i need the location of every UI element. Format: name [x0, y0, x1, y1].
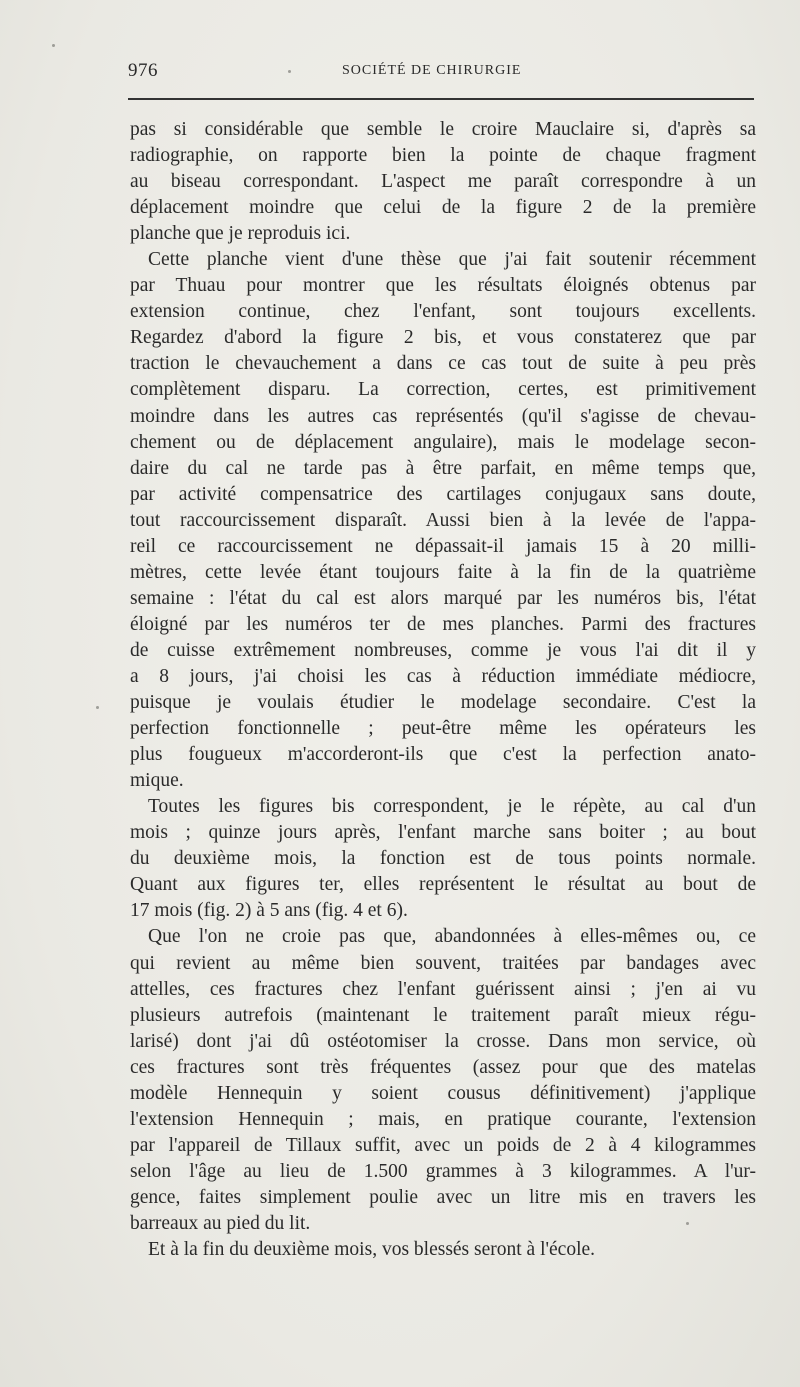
text-line: daire du cal ne tarde pas à être parfait, en même temps que, — [130, 457, 756, 479]
text-line: perfection fonctionnelle ; peut-être même les opérateurs les — [130, 718, 756, 740]
text-line: selon l'âge au lieu de 1.500 grammes à 3 kilogrammes. A l'ur- — [130, 1160, 756, 1182]
text-line: larisé) dont j'ai dû ostéotomiser la crosse. Dans mon service, où — [130, 1030, 756, 1052]
paper-speck — [52, 44, 55, 47]
text-line: reil ce raccourcissement ne dépassait-il jamais 15 à 20 milli- — [130, 535, 756, 557]
text-line: mois ; quinze jours après, l'enfant marche sans boiter ; au bout — [130, 822, 756, 844]
text-line: Et à la fin du deuxième mois, vos blessés seront à l'école. — [148, 1239, 596, 1261]
text-line: plusieurs autrefois (maintenant le traitement paraît mieux régu- — [130, 1004, 756, 1026]
paper-speck — [686, 1222, 689, 1225]
text-line: 17 mois (fig. 2) à 5 ans (fig. 4 et 6). — [130, 900, 408, 922]
header-rule — [128, 98, 754, 100]
text-line: puisque je voulais étudier le modelage secondaire. C'est la — [130, 692, 756, 714]
text-line: l'extension Hennequin ; mais, en pratique courante, l'extension — [130, 1108, 756, 1130]
text-line: complètement disparu. La correction, certes, est primitivement — [130, 379, 756, 401]
text-line: Cette planche vient d'une thèse que j'ai fait soutenir récemment — [148, 249, 756, 271]
body-text — [130, 117, 756, 1263]
text-line: Que l'on ne croie pas que, abandonnées à elles-mêmes ou, ce — [148, 926, 756, 948]
text-line: au biseau correspondant. L'aspect me paraît correspondre à un — [130, 171, 756, 193]
text-line: gence, faites simplement poulie avec un litre mis en travers les — [130, 1186, 756, 1208]
text-line: attelles, ces fractures chez l'enfant guérissent ainsi ; j'en ai vu — [130, 978, 756, 1000]
text-line: mètres, cette levée étant toujours faite à la fin de la quatrième — [130, 561, 756, 583]
text-line: tout raccourcissement disparaît. Aussi bien à la levée de l'appa- — [130, 509, 756, 531]
text-line: par Thuau pour montrer que les résultats éloignés obtenus par — [130, 275, 756, 297]
page-number: 976 — [128, 60, 158, 81]
text-line: par l'appareil de Tillaux suffit, avec un poids de 2 à 4 kilogrammes — [130, 1134, 756, 1156]
paper-speck — [96, 706, 99, 709]
text-line: pas si considérable que semble le croire Mauclaire si, d'après sa — [130, 119, 756, 140]
text-line: du deuxième mois, la fonction est de tous points normale. — [130, 848, 756, 870]
text-line: Regardez d'abord la figure 2 bis, et vous constaterez que par — [130, 327, 756, 349]
text-line: extension continue, chez l'enfant, sont toujours excellents. — [130, 301, 756, 323]
page-header — [128, 58, 758, 86]
text-line: radiographie, on rapporte bien la pointe de chaque fragment — [130, 145, 756, 167]
text-line: déplacement moindre que celui de la figure 2 de la première — [130, 197, 756, 219]
running-head: SOCIÉTÉ DE CHIRURGIE — [342, 63, 522, 78]
text-line: plus fougueux m'accorderont-ils que c'est la perfection anato- — [130, 744, 756, 766]
text-line: par activité compensatrice des cartilages conjugaux sans doute, — [130, 483, 756, 505]
text-line: moindre dans les autres cas représentés (qu'il s'agisse de chevau- — [130, 405, 756, 427]
text-line: Toutes les figures bis correspondent, je le répète, au cal d'un — [148, 796, 756, 818]
text-line: barreaux au pied du lit. — [130, 1212, 311, 1234]
paper-speck — [288, 70, 291, 73]
text-line: qui revient au même bien souvent, traitées par bandages avec — [130, 952, 756, 974]
text-line: modèle Hennequin y soient cousus définitivement) j'applique — [130, 1082, 756, 1104]
text-line: Quant aux figures ter, elles représentent le résultat au bout de — [130, 874, 756, 896]
text-line: mique. — [130, 770, 184, 792]
text-line: traction le chevauchement a dans ce cas tout de suite à peu près — [130, 353, 756, 375]
text-line: planche que je reproduis ici. — [130, 223, 351, 245]
text-line: éloigné par les numéros ter de mes planches. Parmi des fractures — [130, 613, 756, 635]
text-line: semaine : l'état du cal est alors marqué par les numéros bis, l'état — [130, 587, 756, 609]
text-line: chement ou de déplacement angulaire), mais le modelage secon- — [130, 431, 756, 453]
text-line: de cuisse extrêmement nombreuses, comme je vous l'ai dit il y — [130, 639, 756, 661]
text-line: a 8 jours, j'ai choisi les cas à réduction immédiate médiocre, — [130, 665, 756, 687]
text-line: ces fractures sont très fréquentes (assez pour que des matelas — [130, 1056, 756, 1078]
